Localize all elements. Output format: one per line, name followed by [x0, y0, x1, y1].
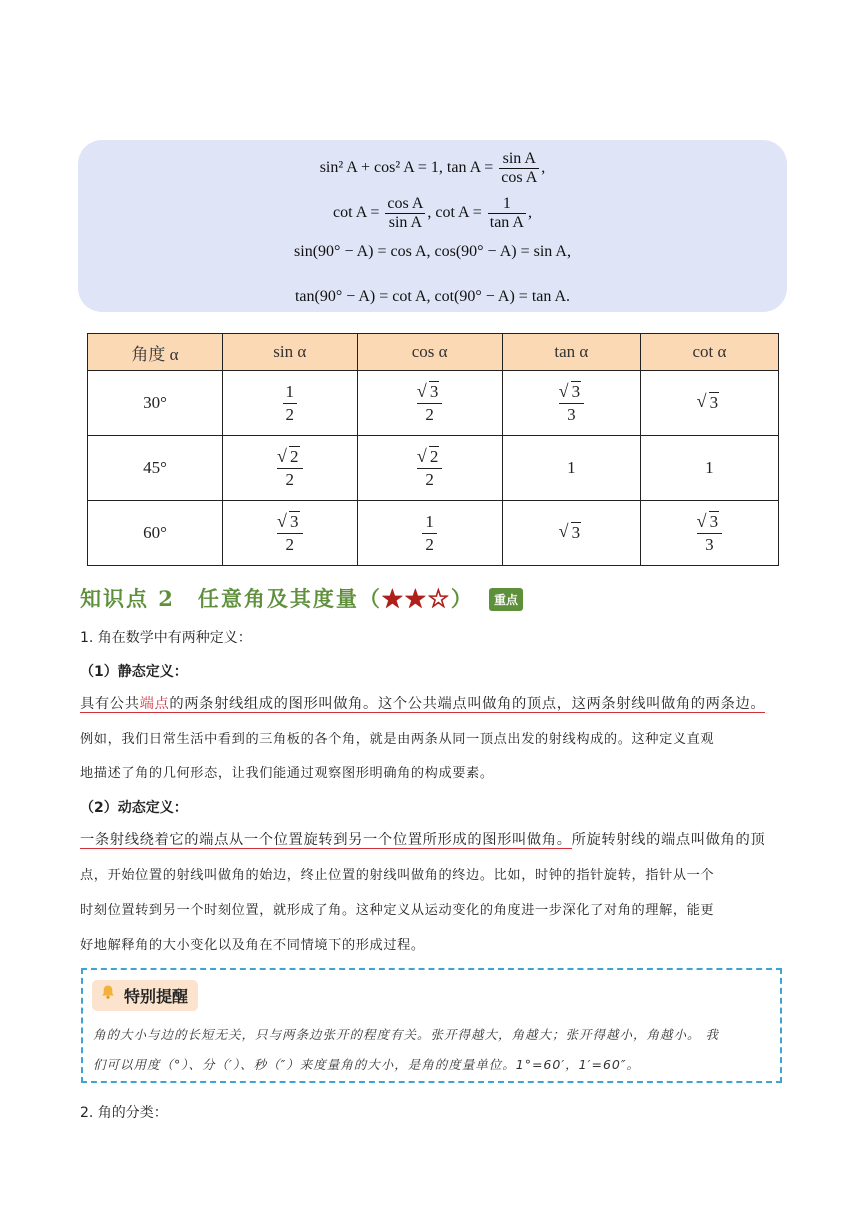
radical: √ 3 — [562, 382, 582, 401]
static-paragraph-line: 例如，我们日常生活中看到的三角板的各个角，就是由两条从同一顶点出发的射线构成的。这种定义直观 — [80, 732, 715, 747]
formula-text: , — [541, 159, 546, 177]
denominator: sin A — [388, 214, 423, 231]
fraction: √ $\frac{2}{2}$ — [417, 446, 443, 491]
formula-line-1 — [78, 150, 787, 187]
static-definition-underlined — [80, 696, 765, 713]
key-point-badge: 重点 — [489, 588, 523, 611]
star-rating-icon: ★★ — [381, 586, 428, 611]
radical: √ 2 — [420, 447, 440, 466]
heading-title: 知识点 2 任意角及其度量（ — [80, 586, 382, 611]
static-paragraph-line: 地描述了角的几何形态，让我们能通过观察图形明确角的构成要素。 — [80, 766, 494, 781]
numerator: cos A — [387, 195, 424, 212]
table-header: tan α — [502, 334, 640, 371]
dynamic-paragraph-line: 点，开始位置的射线叫做角的始边，终止位置的射线叫做角的终边。比如，时钟的指针旋转，指针从一个 — [80, 868, 715, 883]
radical: √ 3 — [280, 512, 300, 531]
dynamic-definition-underlined: 一条射线绕着它的端点从一个位置旋转到另一个位置所形成的图形叫做角。 — [80, 832, 572, 848]
table-cell-tan — [502, 371, 640, 436]
fraction: $\frac{1}{2}$ — [422, 511, 437, 556]
text: 具有公共 — [80, 696, 140, 712]
formula-text: , cot A = — [427, 204, 486, 222]
table-row — [88, 436, 779, 501]
table-cell-sin — [223, 436, 358, 501]
table-header: 角度 α — [88, 334, 223, 371]
fraction: √ $\frac{3}{2}$ — [417, 381, 443, 426]
classification-title: 2. 角的分类： — [80, 1105, 168, 1121]
table-cell-cot: 1 — [640, 436, 778, 501]
fraction — [385, 195, 425, 232]
table-header: cot α — [640, 334, 778, 371]
table-cell-sin — [223, 501, 358, 566]
formula-line-2 — [78, 195, 787, 232]
radical: √ 2 — [280, 447, 300, 466]
formula-line-4: tan(90° − A) = cot A, cot(90° − A) = tan A. — [294, 288, 571, 305]
radical: √ 3 — [700, 393, 720, 412]
denominator: cos A — [501, 169, 538, 186]
table-header-row — [88, 334, 779, 371]
fraction: √ $\frac{2}{2}$ — [277, 446, 303, 491]
special-reminder-box — [81, 968, 782, 1083]
formula-text: , — [527, 204, 532, 222]
table-cell-cot — [640, 371, 778, 436]
table-cell-angle: 60° — [88, 501, 223, 566]
reminder-line: 角的大小与边的长短无关，只与两条边张开的程度有关。张开得越大，角越大；张开得越小，角越小。 我 — [93, 1027, 719, 1042]
table-cell-cot — [640, 501, 778, 566]
fraction — [488, 195, 526, 232]
dynamic-paragraph-line: 好地解释角的大小变化以及角在不同情境下的形成过程。 — [80, 938, 425, 953]
text: 的两条射线组成的图形叫做角。这个公共端点叫做角的顶点，这两条射线叫做角的两条边。 — [169, 696, 766, 712]
dynamic-definition-title: （2）动态定义： — [80, 800, 188, 816]
radical: √ 3 — [562, 523, 582, 542]
bell-icon — [100, 984, 116, 1000]
formula-text: cot A = — [333, 204, 384, 222]
fraction — [499, 150, 539, 187]
radical: √ 3 — [700, 512, 720, 531]
fraction: $\frac{1}{2}$ — [283, 381, 298, 426]
table-cell-cos — [357, 371, 502, 436]
reminder-title-text: 特别提醒 — [124, 987, 189, 1006]
fraction: √ $\frac{3}{2}$ — [277, 511, 303, 556]
numerator: 1 — [488, 195, 526, 214]
table-header: sin α — [223, 334, 358, 371]
heading-close: ） — [450, 586, 474, 611]
table-cell-sin — [223, 371, 358, 436]
formula-text: sin² A + cos² A = 1, tan A = — [319, 159, 498, 177]
table-cell-cos — [357, 501, 502, 566]
fraction: √ $\frac{3}{3}$ — [697, 511, 723, 556]
static-definition — [80, 693, 765, 713]
definition-intro: 1. 角在数学中有两种定义： — [80, 630, 252, 646]
reminder-line: 们可以用度（°）、分（′）、秒（″）来度量角的大小，是角的度量单位。1°=60′，1′=60″。 — [93, 1057, 641, 1072]
table-row — [88, 371, 779, 436]
trig-value-table — [87, 333, 779, 566]
denominator: tan A — [489, 214, 524, 231]
table-row — [88, 501, 779, 566]
table-header: cos α — [357, 334, 502, 371]
dynamic-definition — [80, 829, 765, 849]
text: 所旋转射线的端点叫做角的顶 — [571, 832, 766, 848]
static-definition-title: （1）静态定义： — [80, 664, 188, 680]
formula-line-3: sin(90° − A) = cos A, cos(90° − A) = sin A, — [294, 243, 571, 260]
radical: √ 3 — [420, 382, 440, 401]
table-cell-tan — [502, 501, 640, 566]
highlight-endpoint: 端点 — [139, 696, 170, 712]
table-cell-angle: 30° — [88, 371, 223, 436]
section-heading — [80, 583, 474, 613]
empty-star-icon: ☆ — [427, 586, 451, 611]
dynamic-paragraph-line: 时刻位置转到另一个时刻位置，就形成了角。这种定义从运动变化的角度进一步深化了对角的理解，能更 — [80, 903, 715, 918]
table-cell-tan: 1 — [502, 436, 640, 501]
table-cell-angle: 45° — [88, 436, 223, 501]
table-cell-cos — [357, 436, 502, 501]
reminder-title — [92, 980, 198, 1011]
fraction: √ $\frac{3}{3}$ — [559, 381, 585, 426]
numerator: sin A — [499, 150, 539, 169]
formula-box — [78, 140, 787, 312]
